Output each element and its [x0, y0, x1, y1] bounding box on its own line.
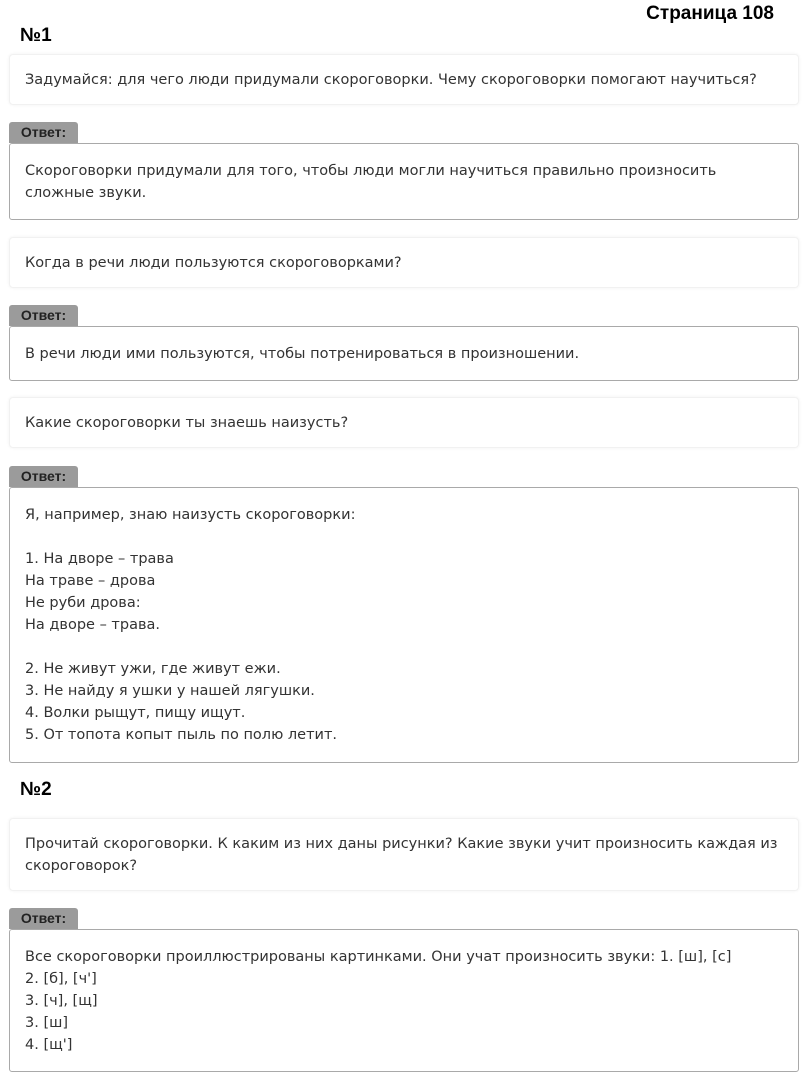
section-title-2: №2 [20, 779, 52, 800]
question-1: Задумайся: для чего люди придумали скороговорки. Чему скороговорки помогают научиться? [9, 54, 799, 105]
page-number: Страница 108 [646, 3, 774, 24]
answer-3: Я, например, знаю наизусть скороговорки: 1. На дворе – трава На траве – дрова Не руби дрова: На дворе – трава. 2. Не живут ужи, где живут ежи. 3. Не найду я ушки у нашей лягушки. 4. Волки рыщут, пищу ищут. 5. От топота копыт пыль по полю летит. [9, 487, 799, 763]
question-4: Прочитай скороговорки. К каким из них даны рисунки? Какие звуки учит произносить каждая из скороговорок? [9, 818, 799, 891]
answer-label-4: Ответ: [9, 908, 78, 929]
question-2: Когда в речи люди пользуются скороговорками? [9, 237, 799, 288]
answer-label-1: Ответ: [9, 122, 78, 143]
answer-2: В речи люди ими пользуются, чтобы потренироваться в произношении. [9, 326, 799, 381]
answer-4: Все скороговорки проиллюстрированы картинками. Они учат произносить звуки: 1. [ш], [с] 2. [б], [ч'] 3. [ч], [щ] 3. [ш] 4. [щ'] [9, 929, 799, 1072]
section-title-1: №1 [20, 25, 52, 46]
answer-label-3: Ответ: [9, 466, 78, 487]
question-3: Какие скороговорки ты знаешь наизусть? [9, 397, 799, 448]
answer-1: Скороговорки придумали для того, чтобы люди могли научиться правильно произносить сложные звуки. [9, 143, 799, 220]
answer-label-2: Ответ: [9, 305, 78, 326]
